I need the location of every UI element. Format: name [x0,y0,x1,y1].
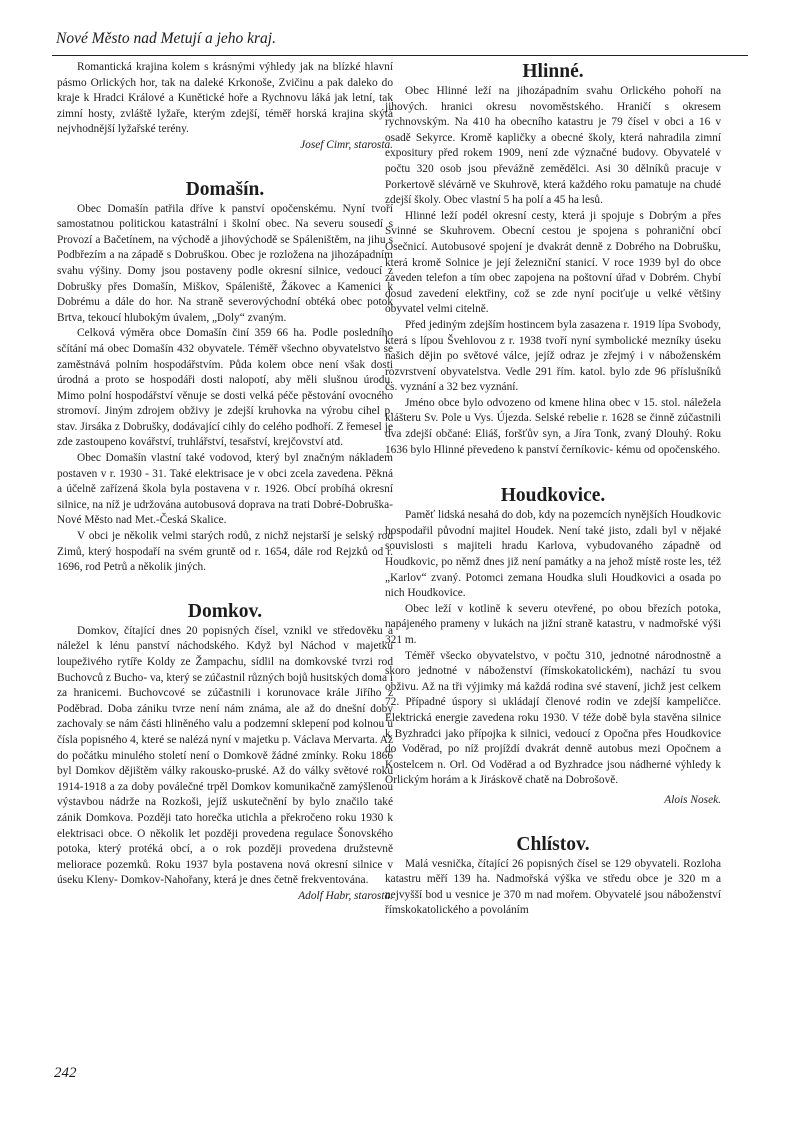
chlistov-heading: Chlístov. [516,833,590,855]
domasin-paragraph-1: Obec Domašín patřila dříve k panství opočenskému. Nyní tvoří samostatnou politickou katastrální i školní obec. Na severu sousedí s Provozí a Bačetínem, na východě a jihovýchodě se Spáleništěm, na jihu s Podbřezím a na západě s Dobruškou. Obec je rozložena na jihozápadním svahu výšiny. Domy jsou postaveny podle okresní silnice, vedoucí z Dobrušky přes Domašín, Miškov, Spáleniště, Žákovec a Kamenici k Dobrému a dále do hor. Na straně severovýchodní obtéká obec potok Brtva, tekoucí hlubokým úvalem, „Doly“ zvaným. [57,202,393,324]
domkov-heading: Domkov. [187,600,263,622]
houdkovice-signature: Alois Nosek. [664,793,721,806]
houdkovice-paragraph-1: Paměť lidská nesahá do dob, kdy na pozemcích nynějších Houdkovic hospodařil původní majitel Houdek. Není také jisto, zdali byl v nějaké souvislosti s majiteli hradu Karlova, vybudovaného západně od Houdkovic, po němž dnes již není památky a na jehož místě roste les, též „Karlov“ zvaný. Potomci zemana Houdka sluli Houdkovici a osada po nich Houdkovice. [385,509,721,600]
header-rule [52,55,748,56]
domasin-paragraph-4: V obci je několik velmi starých rodů, z nichž nejstarší je selský rod Zimů, který hospodaří na svém gruntě od r. 1654, dále rod Rejzků od r. 1696, rod Petrů a několik jiných. [57,530,393,574]
houdkovice-heading: Houdkovice. [500,485,606,507]
domasin-heading: Domašín. [185,178,265,200]
domasin-paragraph-2: Celková výměra obce Domašín činí 359 66 ha. Podle posledního sčítání má obec Domašín 432 obyvatele. Téměř všechno obyvatelstvo se zaměstnává polním hospodářstvím. Půda kolem obce není však dosti úrodná a proto se hospodáři dosti nalopotí, aby měli slušnou úrodu. Mimo polní hospodářství věnuje se dosti velká péče pěstování ovocného stromoví. Jiným zdrojem obživy je zdejší kruhovka na výrobu cihel p. stav. Jirsáka z Dobrušky, dodávající cihly do celého podhoří. Z řemesel je zde zastoupeno kovářství, truhlářství, tesařství, krejčovství atd. [57,327,393,449]
hlinne-paragraph-1: Obec Hlinné leží na jihozápadním svahu Orlického pohoří na jihových. hranici okresu novoměstského. Hraničí s okresem rychnovským. Na 410 ha obecního katastru je 79 čísel v obci a 16 v osadě Sekyrce. Kromě kapličky a obecné školy, která nahradila zimní expositury před rokem 1909, není zde význačné budovy. Obyvatelé v počtu 320 osob jsou převážně zemědělci. Asi 30 dělníků pracuje v Porkertově slévárně ve Skuhrově, která každého roku pamatuje na chudé zdejší školy. Obec vlastní 5 ha polí a 45 ha lesů. [385,85,721,207]
hlinne-paragraph-4: Jméno obce bylo odvozeno od kmene hlina obec v 15. stol. náležela klášteru Sv. Pole u Vys. Újezda. Selské rebelie r. 1628 se činně zúčastnili dva zdejší občané: Eliáš, foršťův syn, a Jíra Tonk, zvaný Dlouhý. Roku 1636 bylo Hlinné převedeno k panství černíkovic- kému od opočenského. [385,396,721,456]
domkov-signature: Adolf Habr, starosta. [298,889,393,902]
chlistov-paragraph: Malá vesnička, čítající 26 popisných čísel se 129 obyvateli. Rozloha katastru měří 139 ha. Nadmořská výška ve středu obce je 320 m a nejvyšší bod u vesnice je 370 m nad mořem. Obyvatelé jsou náboženství římskokatolického a povoláním [385,857,721,917]
hlinne-heading: Hlinné. [522,61,584,82]
left-column [57,60,393,905]
right-column [385,60,721,919]
domkov-paragraph: Domkov, čítající dnes 20 popisných čísel, vznikl ve středověku a náležel k lénu panství náchodského. Když byl Náchod v majetku loupeživého rytíře Koldy ze Žampachu, sídlil na domkovské tvrzi rod Buchovců z Bucho- va, který se zúčastnil různých bojů husitských doma i za hranicemi. Buchovcové se zúčastnili i korunovace krále Jiřího z Poděbrad. Doba zániku tvrze není nám známa, ale až do dnešní doby zachovaly se nám části hliněného valu a podzemní sklepení pod kolnou u čísla popisného 4, které se nalézá nyní v majetku p. Václava Mervarta. Až do počátku minulého století není o Domkově žádné zmínky. Roku 1866 byl Domkov dějištěm války rakousko-pruské. Až do války světové roku 1914-1918 a za doby poválečné trpěl Domkov komunikačně zamýšlenou výstavbou nádrže na Rozkoši, jejíž uskutečnění by bylo značilo také zánik Domkova. Později tato horečka utichla a překročeno roku 1930 k elektrisaci obce. O několik let později provedena regulace Šonovského potoka, který protéká obcí, a o rok později provedena družstevně meliorace pozemků. Roku 1937 byla postavena nová okresní silnice v úseku Kleny- Domkov-Nahořany, která je dnes četně frekventována. [57,624,393,887]
intro-paragraph: Romantická krajina kolem s krásnými výhledy jak na blízké hlavní pásmo Orlických hor, tak na daleké Krkonoše, Zvičinu a pak daleko do kraje k Hradci Králové a Kunětické hoře a Rychnovu láká jak letní, tak zimní hosty, zvláště lyžaře, kterým zdejší, téměř horská krajina skýtá nejvhodnější lyžařské terény. [57,61,393,136]
hlinne-paragraph-3: Před jediným zdejším hostincem byla zasazena r. 1919 lípa Svobody, která s lípou Švehlovou z r. 1938 tvoří nyní symbolické mezníky úseku našich dějin po světové válce, jejíž odraz je zřejmý i v náboženském rozvrstvení obyvatelstva. Vedle 291 řím. katol. bylo zde 96 příslušníků čs. vyznání a 32 bez vyznání. [385,318,721,394]
domasin-paragraph-3: Obec Domašín vlastní také vodovod, který byl značným nákladem postaven v r. 1930 - 31. Také elektrisace je v obci zcela zavedena. Pěkná a účelně zařízená škola byla postavena v r. 1926. Obcí probíhá okresní silnice, na níž je udržována autobusová doprava na trati Dobré-Dobruška-Nové Město nad Met.-Česká Skalice. [57,452,393,527]
hlinne-paragraph-2: Hlinné leží podél okresní cesty, která ji spojuje s Dobrým a přes Svinné se Skuhrovem. Obecní cestou je spojena s pohraniční obcí Osečnicí. Autobusové spojení je dvakrát denně z Dobrého na Dobrušku, která kromě Solnice je její železniční stanicí. V roce 1939 byl do obce zaveden telefon a tím obec zapojena na poštovní úřad v Dobrém. Chybí dosud zavedení elektřiny, což se zde nyní pociťuje u velké většiny obyvatel velmi citelně. [385,209,721,316]
page-number: 242 [54,1065,77,1081]
houdkovice-paragraph-3: Téměř všecko obyvatelstvo, v počtu 310, jednotné národnostně a skoro jednotné v náboženství (římskokatolickém), nachází tu svou obživu. Až na tři výjimky má každá rodina své stavení, jichž jest celkem 72. Případné úspory si ukládají členové rodin ve zdejší kampeličce. Elektrická energie zavedena roku 1930. V téže době byla stavěna silnice k Byzhradci jako přípojka k silnici, vedoucí z Opočna přes Houdkovice do Voděrad, po níž projíždí dvakrát denně autobus mezi Opočnem a Kostelcem n. Orl. Od Voděrad a od Byzhradce jsou nádherné výhledy k Orlickým horám a k Jiráskově chatě na Dobrošově. [385,649,721,787]
running-header: Nové Město nad Metují a jeho kraj. [56,30,276,47]
houdkovice-paragraph-2: Obec leží v kotlině k severu otevřené, po obou březích potoka, napájeného prameny v lukách na jižní straně katastru, v nadmořské výši 321 m. [385,602,721,646]
intro-signature: Josef Cimr, starosta. [300,138,393,151]
